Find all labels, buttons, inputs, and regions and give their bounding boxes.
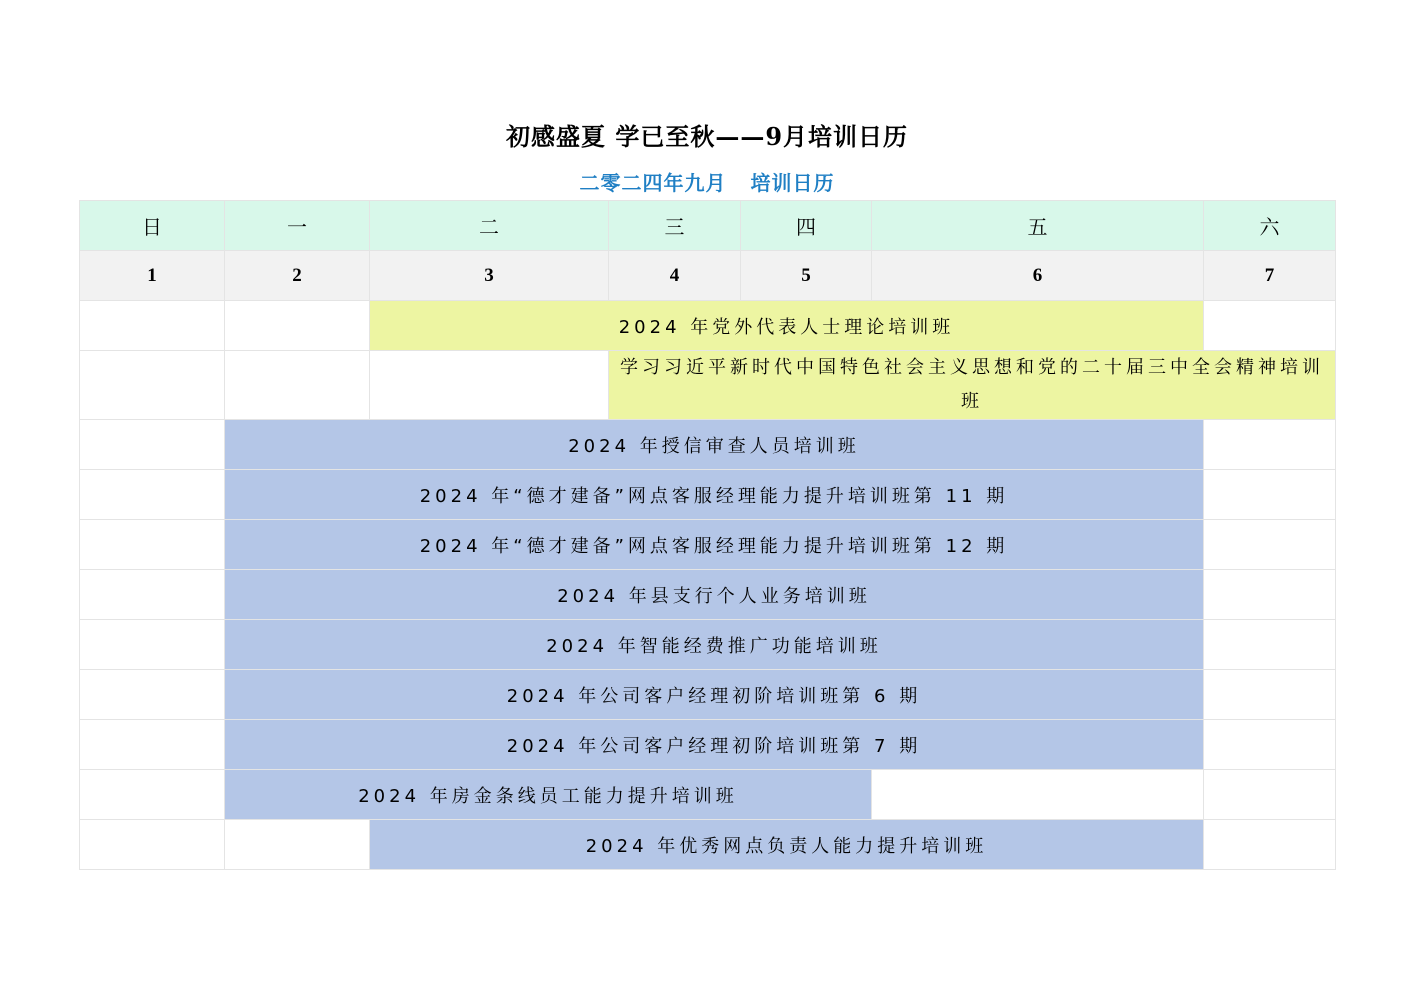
event-row [80,720,1336,770]
weekday-header-row [80,201,1336,251]
empty-cell [225,820,370,870]
event-bar[interactable] [225,420,1204,470]
empty-cell [1204,620,1336,670]
empty-cell [80,820,225,870]
empty-cell [1204,420,1336,470]
event-bar[interactable] [225,570,1204,620]
event-bar[interactable] [609,351,1336,420]
event-label: 2024 年公司客户经理初阶培训班第 6 期 [506,685,922,707]
event-bar[interactable] [370,301,1204,351]
event-bar[interactable] [225,770,872,820]
date-cell: 7 [1204,251,1336,301]
event-row [80,470,1336,520]
empty-cell [1204,720,1336,770]
empty-cell [1204,570,1336,620]
empty-cell [80,420,225,470]
empty-cell [1204,301,1336,351]
event-row [80,820,1336,870]
event-row [80,570,1336,620]
event-row [80,520,1336,570]
event-row [80,351,1336,420]
empty-cell [1204,770,1336,820]
weekday-fri: 五 [872,201,1204,251]
empty-cell [80,351,225,420]
page-title: 初感盛夏 学已至秋——9月培训日历 [505,122,909,151]
weekday-mon: 一 [225,201,370,251]
weekday-tue: 二 [370,201,609,251]
empty-cell [80,770,225,820]
empty-cell [80,620,225,670]
training-calendar [79,200,1336,870]
empty-cell [1204,470,1336,520]
date-cell: 1 [80,251,225,301]
event-label: 2024 年授信审查人员培训班 [568,435,860,457]
date-row [80,251,1336,301]
date-cell: 6 [872,251,1204,301]
event-bar[interactable] [225,720,1204,770]
subtitle-label: 培训日历 [750,171,835,195]
event-bar[interactable] [225,470,1204,520]
event-bar[interactable] [370,820,1204,870]
weekday-thu: 四 [741,201,872,251]
weekday-sun: 日 [80,201,225,251]
subtitle-month: 二零二四年九月 [579,171,727,195]
event-label: 2024 年“德才建备”网点客服经理能力提升培训班第 12 期 [419,535,1009,557]
event-label: 2024 年智能经费推广功能培训班 [546,635,882,657]
event-bar[interactable] [225,670,1204,720]
event-label: 学习习近平新时代中国特色社会主义思想和党的二十届三中全会精神培训班 [620,357,1324,412]
event-label: 2024 年党外代表人士理论培训班 [618,316,955,338]
event-label: 2024 年县支行个人业务培训班 [557,585,871,607]
event-label: 2024 年房金条线员工能力提升培训班 [358,785,738,807]
empty-cell [1204,520,1336,570]
empty-cell [80,301,225,351]
empty-cell [1204,820,1336,870]
date-cell: 3 [370,251,609,301]
empty-cell [80,720,225,770]
date-cell: 4 [609,251,741,301]
event-row [80,770,1336,820]
event-bar[interactable] [225,620,1204,670]
event-label: 2024 年“德才建备”网点客服经理能力提升培训班第 11 期 [419,485,1009,507]
event-label: 2024 年公司客户经理初阶培训班第 7 期 [506,735,922,757]
calendar-subtitle [0,167,1414,196]
weekday-wed: 三 [609,201,741,251]
event-label: 2024 年优秀网点负责人能力提升培训班 [585,835,988,857]
empty-cell [1204,670,1336,720]
weekday-sat: 六 [1204,201,1336,251]
empty-cell [872,770,1204,820]
empty-cell [80,670,225,720]
date-cell: 2 [225,251,370,301]
event-bar[interactable] [225,520,1204,570]
empty-cell [80,470,225,520]
empty-cell [225,301,370,351]
date-cell: 5 [741,251,872,301]
event-row [80,620,1336,670]
empty-cell [225,351,370,420]
empty-cell [80,570,225,620]
empty-cell [80,520,225,570]
event-row [80,301,1336,351]
event-row [80,420,1336,470]
empty-cell [370,351,609,420]
event-row [80,670,1336,720]
